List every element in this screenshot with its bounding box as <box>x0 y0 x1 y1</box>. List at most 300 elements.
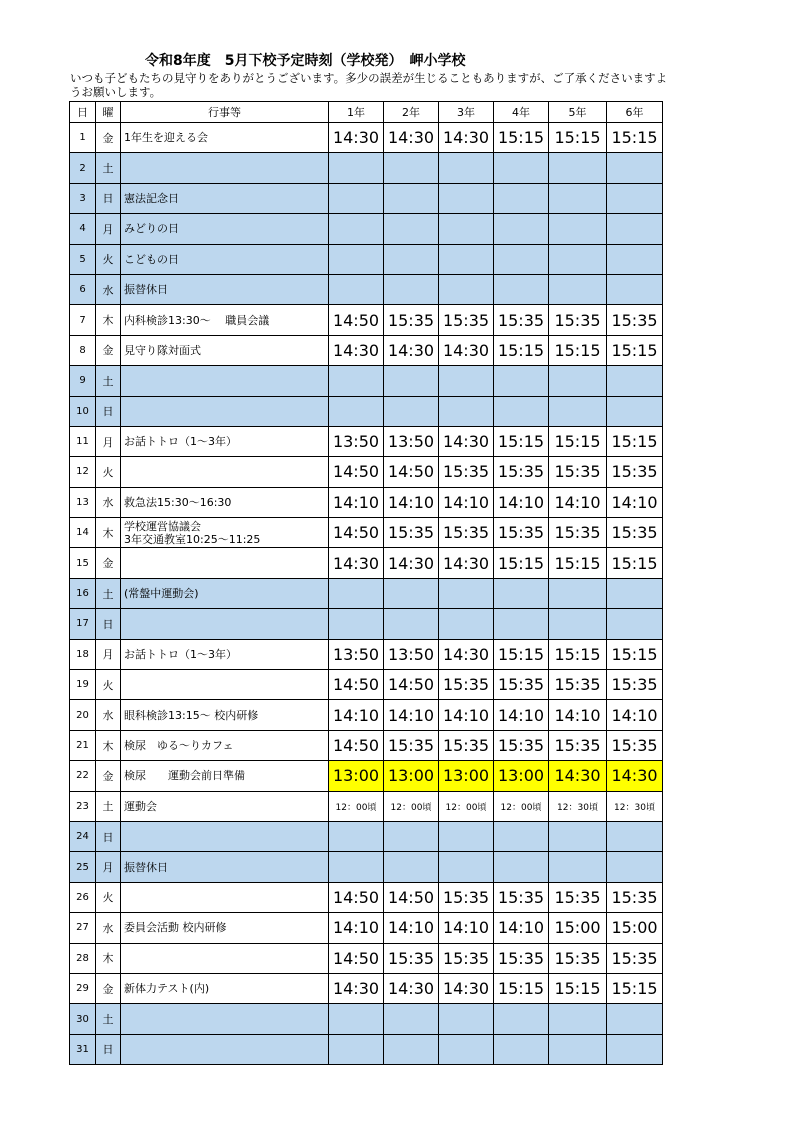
table-row <box>70 426 663 456</box>
time-cell-grade1: 13:50 <box>329 426 384 456</box>
time-cell-grade1 <box>329 852 384 882</box>
table-row <box>70 274 663 304</box>
time-cell-grade5 <box>549 578 607 608</box>
time-cell-grade5 <box>549 153 607 183</box>
event-cell <box>121 791 329 821</box>
time-cell-grade6: 14:10 <box>607 487 663 517</box>
col-header-grade3: 3年 <box>439 102 494 123</box>
event-cell <box>121 913 329 943</box>
time-cell-grade1 <box>329 821 384 851</box>
time-cell-grade3 <box>439 274 494 304</box>
event-text: 憲法記念日 <box>124 191 179 205</box>
time-cell-grade1 <box>329 214 384 244</box>
day-cell: 12 <box>70 457 96 487</box>
weekday-cell: 火 <box>96 882 121 912</box>
event-text: こどもの日 <box>124 252 179 266</box>
event-cell <box>121 123 329 153</box>
weekday-cell: 木 <box>96 305 121 335</box>
time-cell-grade3: 13:00 <box>439 761 494 791</box>
time-cell-grade1 <box>329 183 384 213</box>
day-cell: 16 <box>70 578 96 608</box>
time-cell-grade6: 12：30頃 <box>607 791 663 821</box>
time-cell-grade1: 13:50 <box>329 639 384 669</box>
event-text: (常盤中運動会) <box>124 587 199 601</box>
time-cell-grade5 <box>549 821 607 851</box>
time-cell-grade1: 14:10 <box>329 700 384 730</box>
time-cell-grade2 <box>384 852 439 882</box>
time-cell-grade5: 15:15 <box>549 426 607 456</box>
event-text: 検尿 運動会前日準備 <box>124 769 245 783</box>
day-cell: 30 <box>70 1004 96 1034</box>
time-cell-grade1: 13:00 <box>329 761 384 791</box>
day-cell: 29 <box>70 973 96 1003</box>
time-cell-grade3 <box>439 578 494 608</box>
col-header-weekday: 曜 <box>96 102 121 123</box>
time-cell-grade4: 14:10 <box>494 913 549 943</box>
event-cell <box>121 457 329 487</box>
table-row <box>70 335 663 365</box>
day-cell: 20 <box>70 700 96 730</box>
time-cell-grade2: 14:10 <box>384 913 439 943</box>
day-cell: 3 <box>70 183 96 213</box>
time-cell-grade4 <box>494 609 549 639</box>
weekday-cell: 土 <box>96 153 121 183</box>
time-cell-grade3: 15:35 <box>439 305 494 335</box>
time-cell-grade6 <box>607 609 663 639</box>
col-header-event: 行事等 <box>121 102 329 123</box>
weekday-cell: 水 <box>96 487 121 517</box>
time-cell-grade5 <box>549 274 607 304</box>
time-cell-grade6: 15:15 <box>607 639 663 669</box>
time-cell-grade4: 15:15 <box>494 973 549 1003</box>
time-cell-grade5 <box>549 183 607 213</box>
time-cell-grade2: 14:30 <box>384 335 439 365</box>
notice-text: いつも子どもたちの見守りをありがとうございます。多少の誤差が生じることもありますが、ご了承くださいますようお願いします。 <box>70 71 668 99</box>
weekday-cell: 日 <box>96 609 121 639</box>
weekday-cell: 金 <box>96 973 121 1003</box>
event-text: 振替休日 <box>124 860 168 874</box>
time-cell-grade2: 13:50 <box>384 426 439 456</box>
weekday-cell: 火 <box>96 244 121 274</box>
event-cell <box>121 670 329 700</box>
time-cell-grade4 <box>494 1034 549 1064</box>
time-cell-grade3: 14:30 <box>439 123 494 153</box>
event-text: お話トトロ（1～3年） <box>124 647 237 661</box>
time-cell-grade3: 15:35 <box>439 457 494 487</box>
time-cell-grade4 <box>494 396 549 426</box>
table-row <box>70 1004 663 1034</box>
page-title: 令和8年度 5月下校予定時刻（学校発） 岬小学校 <box>145 53 466 69</box>
weekday-cell: 土 <box>96 366 121 396</box>
event-text: 救急法15:30～16:30 <box>124 495 232 509</box>
weekday-cell: 月 <box>96 426 121 456</box>
weekday-cell: 火 <box>96 670 121 700</box>
table-row <box>70 821 663 851</box>
day-cell: 5 <box>70 244 96 274</box>
event-cell <box>121 639 329 669</box>
col-header-grade5: 5年 <box>549 102 607 123</box>
time-cell-grade1 <box>329 609 384 639</box>
time-cell-grade5: 14:30 <box>549 761 607 791</box>
time-cell-grade5: 15:15 <box>549 335 607 365</box>
time-cell-grade2 <box>384 214 439 244</box>
time-cell-grade3: 14:30 <box>439 973 494 1003</box>
time-cell-grade1: 14:10 <box>329 913 384 943</box>
time-cell-grade2: 15:35 <box>384 730 439 760</box>
time-cell-grade2: 14:50 <box>384 882 439 912</box>
day-cell: 6 <box>70 274 96 304</box>
weekday-cell: 火 <box>96 457 121 487</box>
day-cell: 27 <box>70 913 96 943</box>
event-cell <box>121 518 329 548</box>
time-cell-grade3 <box>439 821 494 851</box>
table-row <box>70 244 663 274</box>
day-cell: 7 <box>70 305 96 335</box>
table-row <box>70 366 663 396</box>
time-cell-grade3: 12：00頃 <box>439 791 494 821</box>
time-cell-grade5: 14:10 <box>549 487 607 517</box>
time-cell-grade2: 14:30 <box>384 973 439 1003</box>
table-row <box>70 761 663 791</box>
weekday-cell: 土 <box>96 1004 121 1034</box>
day-cell: 2 <box>70 153 96 183</box>
time-cell-grade5: 15:35 <box>549 305 607 335</box>
table-row <box>70 305 663 335</box>
time-cell-grade5 <box>549 609 607 639</box>
time-cell-grade2 <box>384 1034 439 1064</box>
event-cell <box>121 852 329 882</box>
time-cell-grade6: 15:15 <box>607 426 663 456</box>
time-cell-grade2 <box>384 821 439 851</box>
time-cell-grade5: 15:15 <box>549 973 607 1003</box>
time-cell-grade4 <box>494 821 549 851</box>
event-text: 振替休日 <box>124 283 168 297</box>
event-cell <box>121 305 329 335</box>
event-text: 新体力テスト(内) <box>124 982 210 996</box>
time-cell-grade4 <box>494 852 549 882</box>
time-cell-grade5 <box>549 244 607 274</box>
time-cell-grade6 <box>607 821 663 851</box>
table-row <box>70 518 663 548</box>
time-cell-grade6: 15:35 <box>607 305 663 335</box>
time-cell-grade3: 14:30 <box>439 548 494 578</box>
time-cell-grade6: 14:10 <box>607 700 663 730</box>
event-cell <box>121 821 329 851</box>
time-cell-grade2: 14:50 <box>384 670 439 700</box>
day-cell: 25 <box>70 852 96 882</box>
time-cell-grade4 <box>494 1004 549 1034</box>
time-cell-grade6: 15:35 <box>607 943 663 973</box>
time-cell-grade2 <box>384 244 439 274</box>
time-cell-grade6: 15:35 <box>607 882 663 912</box>
event-cell <box>121 487 329 517</box>
day-cell: 19 <box>70 670 96 700</box>
time-cell-grade6: 14:30 <box>607 761 663 791</box>
time-cell-grade6 <box>607 366 663 396</box>
time-cell-grade1: 14:50 <box>329 670 384 700</box>
day-cell: 15 <box>70 548 96 578</box>
day-cell: 22 <box>70 761 96 791</box>
table-row <box>70 882 663 912</box>
header-row <box>70 102 663 123</box>
time-cell-grade3 <box>439 183 494 213</box>
event-cell <box>121 244 329 274</box>
time-cell-grade6: 15:35 <box>607 457 663 487</box>
time-cell-grade2: 14:50 <box>384 457 439 487</box>
time-cell-grade3 <box>439 396 494 426</box>
time-cell-grade2 <box>384 1004 439 1034</box>
time-cell-grade1 <box>329 1004 384 1034</box>
time-cell-grade4 <box>494 214 549 244</box>
time-cell-grade4 <box>494 183 549 213</box>
table-row <box>70 548 663 578</box>
time-cell-grade2: 13:00 <box>384 761 439 791</box>
time-cell-grade1 <box>329 366 384 396</box>
time-cell-grade1: 14:50 <box>329 305 384 335</box>
day-cell: 24 <box>70 821 96 851</box>
time-cell-grade6 <box>607 244 663 274</box>
time-cell-grade1: 14:50 <box>329 943 384 973</box>
time-cell-grade6 <box>607 183 663 213</box>
time-cell-grade4 <box>494 244 549 274</box>
time-cell-grade4: 15:35 <box>494 518 549 548</box>
time-cell-grade1 <box>329 1034 384 1064</box>
time-cell-grade1: 14:50 <box>329 730 384 760</box>
time-cell-grade6: 15:15 <box>607 548 663 578</box>
weekday-cell: 月 <box>96 639 121 669</box>
event-text: 委員会活動 校内研修 <box>124 921 227 935</box>
table-row <box>70 183 663 213</box>
time-cell-grade6 <box>607 274 663 304</box>
time-cell-grade3 <box>439 366 494 396</box>
time-cell-grade2 <box>384 366 439 396</box>
time-cell-grade6: 15:35 <box>607 730 663 760</box>
time-cell-grade3: 14:30 <box>439 335 494 365</box>
event-cell <box>121 426 329 456</box>
time-cell-grade2: 14:10 <box>384 487 439 517</box>
event-text: 検尿 ゆる～りカフェ <box>124 739 234 752</box>
table-row <box>70 123 663 153</box>
time-cell-grade4: 15:35 <box>494 305 549 335</box>
time-cell-grade6 <box>607 153 663 183</box>
time-cell-grade5: 15:00 <box>549 913 607 943</box>
time-cell-grade5: 15:35 <box>549 670 607 700</box>
time-cell-grade5 <box>549 366 607 396</box>
event-cell <box>121 761 329 791</box>
time-cell-grade6 <box>607 1004 663 1034</box>
event-cell <box>121 214 329 244</box>
event-cell <box>121 1004 329 1034</box>
time-cell-grade6: 15:15 <box>607 335 663 365</box>
time-cell-grade6: 15:35 <box>607 518 663 548</box>
time-cell-grade6 <box>607 214 663 244</box>
time-cell-grade4: 15:35 <box>494 943 549 973</box>
time-cell-grade6 <box>607 852 663 882</box>
col-header-day: 日 <box>70 102 96 123</box>
table-row <box>70 700 663 730</box>
time-cell-grade2 <box>384 396 439 426</box>
day-cell: 31 <box>70 1034 96 1064</box>
time-cell-grade3: 14:10 <box>439 700 494 730</box>
table-row <box>70 639 663 669</box>
time-cell-grade3: 15:35 <box>439 730 494 760</box>
time-cell-grade5: 15:35 <box>549 730 607 760</box>
time-cell-grade5: 15:35 <box>549 882 607 912</box>
day-cell: 8 <box>70 335 96 365</box>
time-cell-grade5: 15:35 <box>549 518 607 548</box>
time-cell-grade2: 14:30 <box>384 548 439 578</box>
time-cell-grade4: 15:35 <box>494 882 549 912</box>
time-cell-grade1 <box>329 578 384 608</box>
event-text: 学校運営協議会 <box>124 519 201 533</box>
time-cell-grade5: 12：30頃 <box>549 791 607 821</box>
weekday-cell: 日 <box>96 821 121 851</box>
event-text: 運動会 <box>124 799 157 813</box>
event-cell <box>121 943 329 973</box>
time-cell-grade3: 14:30 <box>439 639 494 669</box>
day-cell: 17 <box>70 609 96 639</box>
col-header-grade6: 6年 <box>607 102 663 123</box>
time-cell-grade1: 14:50 <box>329 518 384 548</box>
time-cell-grade4: 15:15 <box>494 548 549 578</box>
schedule-table <box>69 101 663 1065</box>
event-cell <box>121 366 329 396</box>
time-cell-grade6: 15:35 <box>607 670 663 700</box>
time-cell-grade2 <box>384 274 439 304</box>
table-row <box>70 1034 663 1064</box>
event-text: 1年生を迎える会 <box>124 131 208 145</box>
time-cell-grade5: 15:35 <box>549 457 607 487</box>
event-text: 眼科検診13:15～ 校内研修 <box>124 708 259 722</box>
time-cell-grade3 <box>439 153 494 183</box>
time-cell-grade3 <box>439 214 494 244</box>
time-cell-grade1: 12：00頃 <box>329 791 384 821</box>
time-cell-grade1 <box>329 244 384 274</box>
weekday-cell: 木 <box>96 518 121 548</box>
event-text: 見守り隊対面式 <box>124 343 201 357</box>
day-cell: 13 <box>70 487 96 517</box>
time-cell-grade3 <box>439 1004 494 1034</box>
table-row <box>70 487 663 517</box>
time-cell-grade2: 14:10 <box>384 700 439 730</box>
table-row <box>70 973 663 1003</box>
time-cell-grade2: 15:35 <box>384 943 439 973</box>
table-row <box>70 943 663 973</box>
weekday-cell: 日 <box>96 1034 121 1064</box>
col-header-grade2: 2年 <box>384 102 439 123</box>
time-cell-grade4: 14:10 <box>494 700 549 730</box>
time-cell-grade4: 14:10 <box>494 487 549 517</box>
event-text: みどりの日 <box>124 222 179 236</box>
weekday-cell: 土 <box>96 578 121 608</box>
time-cell-grade3: 14:30 <box>439 426 494 456</box>
time-cell-grade2: 13:50 <box>384 639 439 669</box>
time-cell-grade3 <box>439 1034 494 1064</box>
table-row <box>70 214 663 244</box>
time-cell-grade3: 15:35 <box>439 670 494 700</box>
weekday-cell: 水 <box>96 913 121 943</box>
time-cell-grade1: 14:30 <box>329 973 384 1003</box>
time-cell-grade1: 14:30 <box>329 123 384 153</box>
time-cell-grade2: 12：00頃 <box>384 791 439 821</box>
weekday-cell: 金 <box>96 335 121 365</box>
day-cell: 4 <box>70 214 96 244</box>
time-cell-grade2: 15:35 <box>384 518 439 548</box>
time-cell-grade3: 14:10 <box>439 487 494 517</box>
event-cell <box>121 396 329 426</box>
time-cell-grade4: 13:00 <box>494 761 549 791</box>
time-cell-grade2 <box>384 609 439 639</box>
time-cell-grade3: 15:35 <box>439 882 494 912</box>
table-row <box>70 730 663 760</box>
col-header-grade4: 4年 <box>494 102 549 123</box>
day-cell: 21 <box>70 730 96 760</box>
event-cell <box>121 578 329 608</box>
event-cell <box>121 973 329 1003</box>
weekday-cell: 日 <box>96 396 121 426</box>
time-cell-grade3: 15:35 <box>439 943 494 973</box>
time-cell-grade6 <box>607 396 663 426</box>
weekday-cell: 金 <box>96 548 121 578</box>
day-cell: 9 <box>70 366 96 396</box>
weekday-cell: 木 <box>96 943 121 973</box>
time-cell-grade1: 14:30 <box>329 548 384 578</box>
day-cell: 10 <box>70 396 96 426</box>
time-cell-grade4: 12：00頃 <box>494 791 549 821</box>
table-row <box>70 791 663 821</box>
weekday-cell: 日 <box>96 183 121 213</box>
weekday-cell: 土 <box>96 791 121 821</box>
event-text: 内科検診13:30～ 職員会議 <box>124 313 270 327</box>
time-cell-grade5 <box>549 214 607 244</box>
col-header-grade1: 1年 <box>329 102 384 123</box>
day-cell: 23 <box>70 791 96 821</box>
weekday-cell: 金 <box>96 761 121 791</box>
table-row <box>70 578 663 608</box>
table-row <box>70 852 663 882</box>
time-cell-grade6 <box>607 1034 663 1064</box>
time-cell-grade5 <box>549 1004 607 1034</box>
day-cell: 26 <box>70 882 96 912</box>
time-cell-grade3: 15:35 <box>439 518 494 548</box>
event-cell <box>121 153 329 183</box>
event-cell <box>121 1034 329 1064</box>
event-cell <box>121 700 329 730</box>
table-row <box>70 457 663 487</box>
time-cell-grade4: 15:15 <box>494 123 549 153</box>
time-cell-grade5: 14:10 <box>549 700 607 730</box>
time-cell-grade1: 14:50 <box>329 882 384 912</box>
time-cell-grade5: 15:15 <box>549 639 607 669</box>
time-cell-grade6: 15:00 <box>607 913 663 943</box>
day-cell: 18 <box>70 639 96 669</box>
time-cell-grade6 <box>607 578 663 608</box>
time-cell-grade4: 15:35 <box>494 730 549 760</box>
event-cell <box>121 730 329 760</box>
table-row <box>70 609 663 639</box>
day-cell: 11 <box>70 426 96 456</box>
event-cell <box>121 609 329 639</box>
time-cell-grade1 <box>329 274 384 304</box>
time-cell-grade3 <box>439 244 494 274</box>
time-cell-grade4: 15:15 <box>494 426 549 456</box>
time-cell-grade3 <box>439 609 494 639</box>
time-cell-grade2: 15:35 <box>384 305 439 335</box>
time-cell-grade2 <box>384 578 439 608</box>
time-cell-grade1: 14:10 <box>329 487 384 517</box>
time-cell-grade4: 15:15 <box>494 639 549 669</box>
time-cell-grade6: 15:15 <box>607 123 663 153</box>
